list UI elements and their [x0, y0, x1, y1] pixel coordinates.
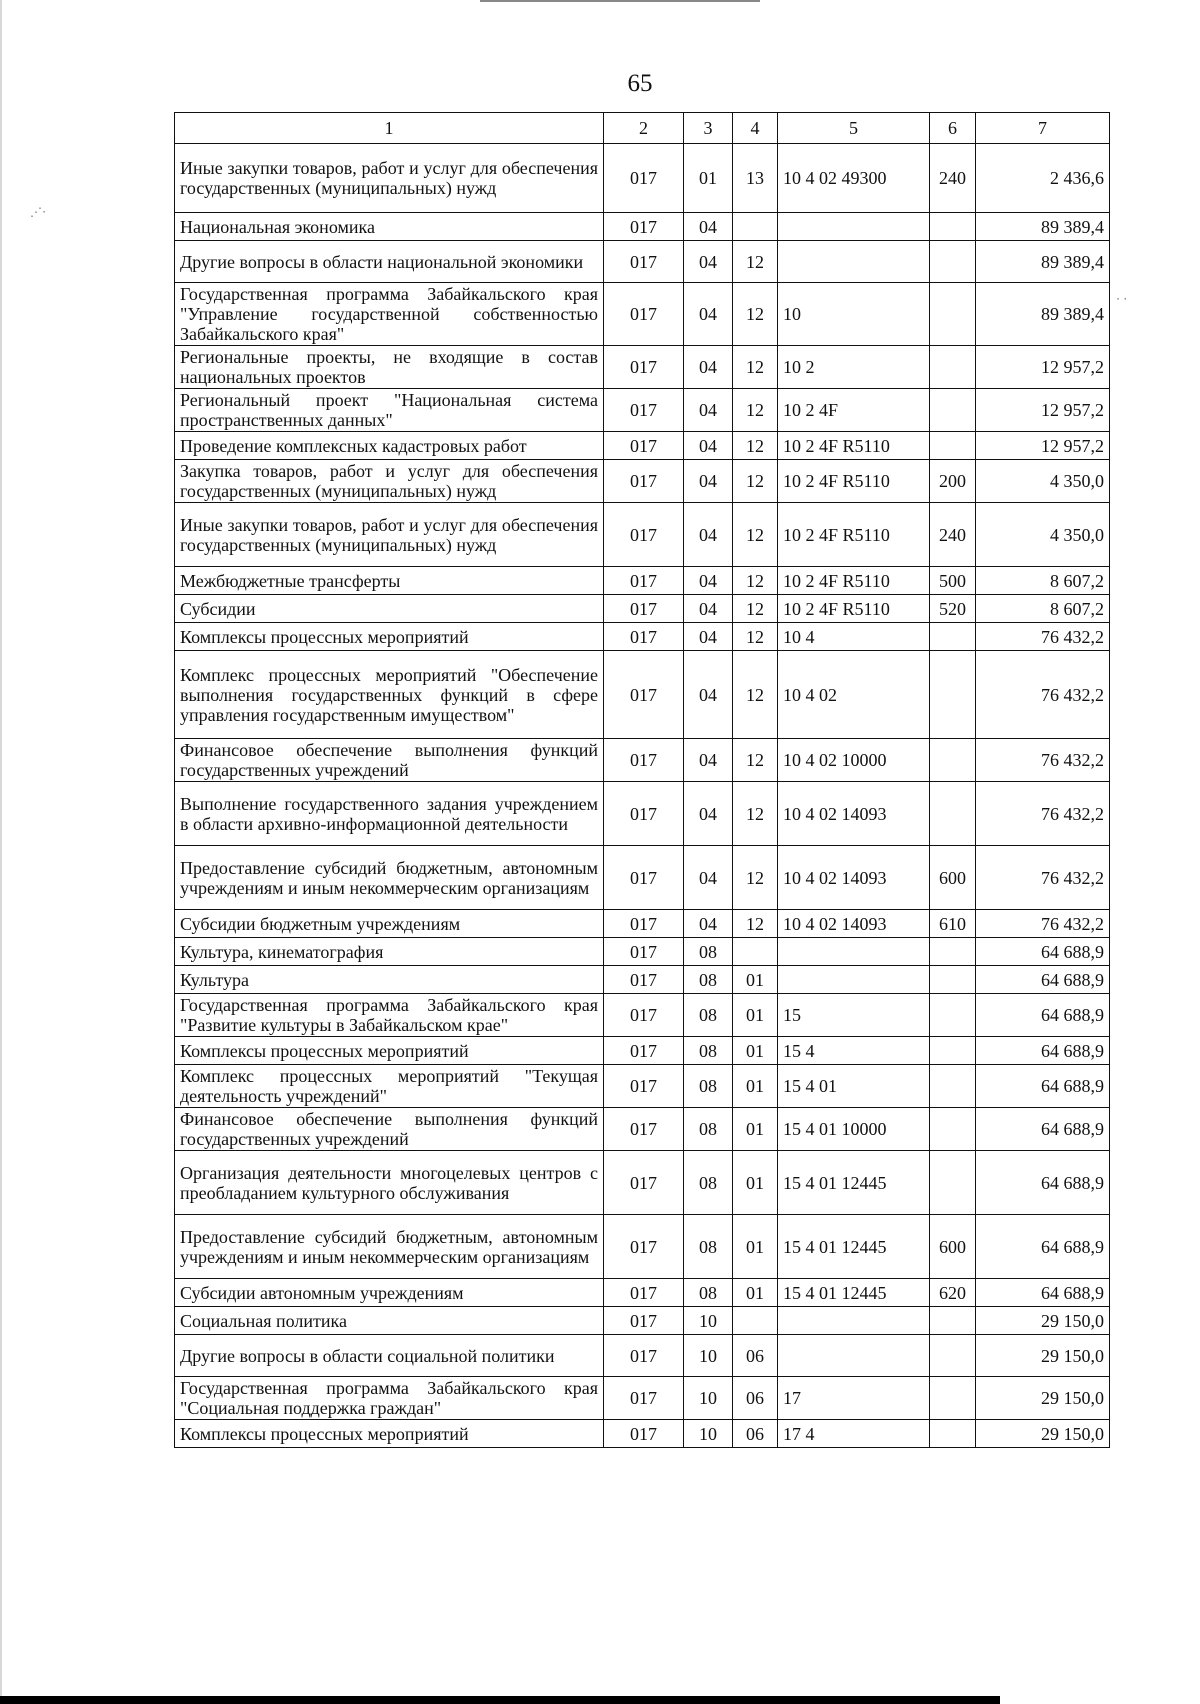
amount-cell: 4 350,0 [976, 503, 1110, 567]
ministry-code-cell: 017 [604, 782, 684, 846]
scan-speck: ⋅ ⋅ [1116, 292, 1128, 306]
item-name-cell: Другие вопросы в области национальной экономики [175, 241, 604, 283]
subsection-code-cell: 01 [733, 1279, 778, 1307]
target-article-code-cell: 15 4 [778, 1037, 930, 1065]
amount-cell: 64 688,9 [976, 966, 1110, 994]
expense-type-code-cell: 240 [930, 503, 976, 567]
table-row [175, 213, 1110, 241]
ministry-code-cell: 017 [604, 1377, 684, 1420]
expense-type-code-cell [930, 283, 976, 346]
section-code-cell: 08 [684, 966, 733, 994]
ministry-code-cell: 017 [604, 283, 684, 346]
expense-type-code-cell: 600 [930, 1215, 976, 1279]
item-name-cell: Комплексы процессных мероприятий [175, 1420, 604, 1448]
subsection-code-cell: 12 [733, 460, 778, 503]
expense-type-code-cell [930, 389, 976, 432]
subsection-code-cell: 12 [733, 241, 778, 283]
ministry-code-cell: 017 [604, 1420, 684, 1448]
table-row [175, 938, 1110, 966]
item-name-cell: Комплекс процессных мероприятий "Обеспечение выполнения государственных функций в сфере управления государственным имуществом" [175, 651, 604, 739]
column-header: 5 [778, 113, 930, 144]
item-name-cell: Финансовое обеспечение выполнения функций государственных учреждений [175, 739, 604, 782]
table-row [175, 1279, 1110, 1307]
target-article-code-cell: 10 4 02 14093 [778, 782, 930, 846]
target-article-code-cell: 15 4 01 [778, 1065, 930, 1108]
subsection-code-cell [733, 1307, 778, 1335]
subsection-code-cell: 12 [733, 283, 778, 346]
amount-cell: 64 688,9 [976, 1065, 1110, 1108]
target-article-code-cell [778, 1335, 930, 1377]
amount-cell: 64 688,9 [976, 1108, 1110, 1151]
item-name-cell: Выполнение государственного задания учреждением в области архивно-информационной деятельности [175, 782, 604, 846]
section-code-cell: 04 [684, 910, 733, 938]
target-article-code-cell: 10 [778, 283, 930, 346]
ministry-code-cell: 017 [604, 938, 684, 966]
target-article-code-cell: 17 [778, 1377, 930, 1420]
section-code-cell: 04 [684, 283, 733, 346]
table-row [175, 460, 1110, 503]
target-article-code-cell: 15 [778, 994, 930, 1037]
target-article-code-cell: 10 2 4F R5110 [778, 595, 930, 623]
expense-type-code-cell [930, 346, 976, 389]
subsection-code-cell: 01 [733, 1037, 778, 1065]
target-article-code-cell: 10 2 4F R5110 [778, 460, 930, 503]
section-code-cell: 10 [684, 1420, 733, 1448]
table-row [175, 283, 1110, 346]
target-article-code-cell: 15 4 01 12445 [778, 1279, 930, 1307]
table-row [175, 651, 1110, 739]
item-name-cell: Государственная программа Забайкальского края "Управление государственной собственностью Забайкальского края" [175, 283, 604, 346]
subsection-code-cell: 12 [733, 651, 778, 739]
subsection-code-cell: 12 [733, 432, 778, 460]
ministry-code-cell: 017 [604, 460, 684, 503]
table-row [175, 241, 1110, 283]
expense-type-code-cell: 520 [930, 595, 976, 623]
expense-type-code-cell [930, 651, 976, 739]
ministry-code-cell: 017 [604, 346, 684, 389]
subsection-code-cell: 06 [733, 1335, 778, 1377]
table-row [175, 595, 1110, 623]
section-code-cell: 04 [684, 432, 733, 460]
amount-cell: 8 607,2 [976, 595, 1110, 623]
amount-cell: 76 432,2 [976, 623, 1110, 651]
expense-type-code-cell [930, 1037, 976, 1065]
item-name-cell: Региональные проекты, не входящие в состав национальных проектов [175, 346, 604, 389]
item-name-cell: Иные закупки товаров, работ и услуг для обеспечения государственных (муниципальных) нужд [175, 503, 604, 567]
item-name-cell: Комплексы процессных мероприятий [175, 623, 604, 651]
item-name-cell: Другие вопросы в области социальной политики [175, 1335, 604, 1377]
section-code-cell: 10 [684, 1307, 733, 1335]
item-name-cell: Государственная программа Забайкальского края "Развитие культуры в Забайкальском крае" [175, 994, 604, 1037]
expense-type-code-cell [930, 241, 976, 283]
subsection-code-cell: 12 [733, 389, 778, 432]
amount-cell: 12 957,2 [976, 389, 1110, 432]
target-article-code-cell: 15 4 01 10000 [778, 1108, 930, 1151]
section-code-cell: 08 [684, 1215, 733, 1279]
subsection-code-cell: 12 [733, 346, 778, 389]
subsection-code-cell: 12 [733, 503, 778, 567]
ministry-code-cell: 017 [604, 739, 684, 782]
amount-cell: 29 150,0 [976, 1420, 1110, 1448]
amount-cell: 29 150,0 [976, 1335, 1110, 1377]
subsection-code-cell: 13 [733, 144, 778, 213]
target-article-code-cell [778, 213, 930, 241]
scan-bottom-edge [0, 1696, 1000, 1704]
target-article-code-cell: 15 4 01 12445 [778, 1151, 930, 1215]
ministry-code-cell: 017 [604, 1108, 684, 1151]
subsection-code-cell: 01 [733, 1215, 778, 1279]
ministry-code-cell: 017 [604, 651, 684, 739]
target-article-code-cell: 10 2 4F R5110 [778, 432, 930, 460]
section-code-cell: 08 [684, 994, 733, 1037]
amount-cell: 64 688,9 [976, 1151, 1110, 1215]
scan-speck: ⋰⋅ [30, 205, 47, 219]
item-name-cell: Финансовое обеспечение выполнения функций государственных учреждений [175, 1108, 604, 1151]
target-article-code-cell: 10 2 [778, 346, 930, 389]
expense-type-code-cell [930, 432, 976, 460]
page-number: 65 [627, 70, 653, 97]
budget-table [174, 112, 1110, 1448]
item-name-cell: Субсидии автономным учреждениям [175, 1279, 604, 1307]
table-row [175, 966, 1110, 994]
amount-cell: 64 688,9 [976, 1215, 1110, 1279]
target-article-code-cell: 10 4 02 10000 [778, 739, 930, 782]
expense-type-code-cell [930, 1065, 976, 1108]
column-header: 4 [733, 113, 778, 144]
expense-type-code-cell: 610 [930, 910, 976, 938]
item-name-cell: Организация деятельности многоцелевых центров с преобладанием культурного обслуживания [175, 1151, 604, 1215]
subsection-code-cell: 01 [733, 1151, 778, 1215]
ministry-code-cell: 017 [604, 623, 684, 651]
amount-cell: 89 389,4 [976, 283, 1110, 346]
section-code-cell: 10 [684, 1377, 733, 1420]
target-article-code-cell [778, 241, 930, 283]
expense-type-code-cell [930, 966, 976, 994]
item-name-cell: Национальная экономика [175, 213, 604, 241]
section-code-cell: 04 [684, 389, 733, 432]
item-name-cell: Государственная программа Забайкальского края "Социальная поддержка граждан" [175, 1377, 604, 1420]
section-code-cell: 04 [684, 460, 733, 503]
expense-type-code-cell [930, 1108, 976, 1151]
ministry-code-cell: 017 [604, 241, 684, 283]
section-code-cell: 04 [684, 503, 733, 567]
target-article-code-cell: 17 4 [778, 1420, 930, 1448]
table-row [175, 1335, 1110, 1377]
target-article-code-cell: 10 2 4F R5110 [778, 503, 930, 567]
expense-type-code-cell [930, 994, 976, 1037]
expense-type-code-cell [930, 1307, 976, 1335]
section-code-cell: 08 [684, 938, 733, 966]
section-code-cell: 08 [684, 1151, 733, 1215]
expense-type-code-cell [930, 1377, 976, 1420]
column-header: 6 [930, 113, 976, 144]
amount-cell: 2 436,6 [976, 144, 1110, 213]
amount-cell: 64 688,9 [976, 994, 1110, 1037]
subsection-code-cell: 06 [733, 1377, 778, 1420]
amount-cell: 8 607,2 [976, 567, 1110, 595]
table-row [175, 567, 1110, 595]
expense-type-code-cell [930, 938, 976, 966]
subsection-code-cell: 01 [733, 1108, 778, 1151]
ministry-code-cell: 017 [604, 846, 684, 910]
ministry-code-cell: 017 [604, 1065, 684, 1108]
target-article-code-cell: 10 4 02 [778, 651, 930, 739]
subsection-code-cell [733, 213, 778, 241]
table-row [175, 623, 1110, 651]
ministry-code-cell: 017 [604, 213, 684, 241]
item-name-cell: Закупка товаров, работ и услуг для обеспечения государственных (муниципальных) нужд [175, 460, 604, 503]
section-code-cell: 04 [684, 651, 733, 739]
subsection-code-cell: 12 [733, 623, 778, 651]
table-row [175, 1377, 1110, 1420]
ministry-code-cell: 017 [604, 1215, 684, 1279]
scan-left-edge [0, 0, 2, 1704]
subsection-code-cell: 01 [733, 1065, 778, 1108]
item-name-cell: Социальная политика [175, 1307, 604, 1335]
table-row [175, 1037, 1110, 1065]
item-name-cell: Культура, кинематография [175, 938, 604, 966]
column-header: 7 [976, 113, 1110, 144]
table-row [175, 994, 1110, 1037]
section-code-cell: 08 [684, 1037, 733, 1065]
section-code-cell: 04 [684, 346, 733, 389]
subsection-code-cell: 12 [733, 567, 778, 595]
expense-type-code-cell [930, 1420, 976, 1448]
ministry-code-cell: 017 [604, 595, 684, 623]
table-row [175, 346, 1110, 389]
expense-type-code-cell: 500 [930, 567, 976, 595]
amount-cell: 64 688,9 [976, 1037, 1110, 1065]
table-row [175, 782, 1110, 846]
expense-type-code-cell: 240 [930, 144, 976, 213]
section-code-cell: 04 [684, 213, 733, 241]
expense-type-code-cell [930, 782, 976, 846]
ministry-code-cell: 017 [604, 503, 684, 567]
subsection-code-cell [733, 938, 778, 966]
ministry-code-cell: 017 [604, 966, 684, 994]
subsection-code-cell: 12 [733, 846, 778, 910]
table-row [175, 1420, 1110, 1448]
target-article-code-cell [778, 938, 930, 966]
table-row [175, 1065, 1110, 1108]
section-code-cell: 04 [684, 623, 733, 651]
subsection-code-cell: 12 [733, 782, 778, 846]
table-row [175, 1215, 1110, 1279]
amount-cell: 76 432,2 [976, 846, 1110, 910]
table-body [175, 144, 1110, 1448]
section-code-cell: 04 [684, 846, 733, 910]
target-article-code-cell: 10 4 02 14093 [778, 846, 930, 910]
ministry-code-cell: 017 [604, 910, 684, 938]
table-row [175, 739, 1110, 782]
item-name-cell: Межбюджетные трансферты [175, 567, 604, 595]
section-code-cell: 08 [684, 1065, 733, 1108]
target-article-code-cell [778, 966, 930, 994]
expense-type-code-cell [930, 623, 976, 651]
amount-cell: 29 150,0 [976, 1377, 1110, 1420]
amount-cell: 29 150,0 [976, 1307, 1110, 1335]
scan-top-edge [480, 0, 760, 2]
table-row [175, 432, 1110, 460]
subsection-code-cell: 01 [733, 966, 778, 994]
ministry-code-cell: 017 [604, 432, 684, 460]
item-name-cell: Региональный проект "Национальная система пространственных данных" [175, 389, 604, 432]
amount-cell: 76 432,2 [976, 739, 1110, 782]
table-row [175, 846, 1110, 910]
expense-type-code-cell [930, 1151, 976, 1215]
subsection-code-cell: 12 [733, 739, 778, 782]
amount-cell: 12 957,2 [976, 432, 1110, 460]
amount-cell: 76 432,2 [976, 910, 1110, 938]
amount-cell: 89 389,4 [976, 241, 1110, 283]
amount-cell: 76 432,2 [976, 782, 1110, 846]
subsection-code-cell: 06 [733, 1420, 778, 1448]
amount-cell: 4 350,0 [976, 460, 1110, 503]
target-article-code-cell: 10 2 4F R5110 [778, 567, 930, 595]
target-article-code-cell [778, 1307, 930, 1335]
ministry-code-cell: 017 [604, 1335, 684, 1377]
table-row [175, 1108, 1110, 1151]
item-name-cell: Предоставление субсидий бюджетным, автономным учреждениям и иным некоммерческим организациям [175, 1215, 604, 1279]
target-article-code-cell: 10 4 [778, 623, 930, 651]
table-row [175, 144, 1110, 213]
table-row [175, 1151, 1110, 1215]
ministry-code-cell: 017 [604, 567, 684, 595]
column-header: 2 [604, 113, 684, 144]
amount-cell: 64 688,9 [976, 1279, 1110, 1307]
expense-type-code-cell [930, 1335, 976, 1377]
item-name-cell: Иные закупки товаров, работ и услуг для обеспечения государственных (муниципальных) нужд [175, 144, 604, 213]
section-code-cell: 08 [684, 1108, 733, 1151]
column-header: 3 [684, 113, 733, 144]
section-code-cell: 10 [684, 1335, 733, 1377]
target-article-code-cell: 10 4 02 14093 [778, 910, 930, 938]
section-code-cell: 04 [684, 782, 733, 846]
item-name-cell: Субсидии [175, 595, 604, 623]
table-row [175, 389, 1110, 432]
expense-type-code-cell: 200 [930, 460, 976, 503]
target-article-code-cell: 10 2 4F [778, 389, 930, 432]
item-name-cell: Предоставление субсидий бюджетным, автономным учреждениям и иным некоммерческим организациям [175, 846, 604, 910]
ministry-code-cell: 017 [604, 1279, 684, 1307]
item-name-cell: Комплексы процессных мероприятий [175, 1037, 604, 1065]
item-name-cell: Комплекс процессных мероприятий "Текущая деятельность учреждений" [175, 1065, 604, 1108]
amount-cell: 89 389,4 [976, 213, 1110, 241]
ministry-code-cell: 017 [604, 1037, 684, 1065]
target-article-code-cell: 10 4 02 49300 [778, 144, 930, 213]
expense-type-code-cell [930, 739, 976, 782]
item-name-cell: Проведение комплексных кадастровых работ [175, 432, 604, 460]
amount-cell: 12 957,2 [976, 346, 1110, 389]
section-code-cell: 08 [684, 1279, 733, 1307]
section-code-cell: 04 [684, 739, 733, 782]
ministry-code-cell: 017 [604, 1307, 684, 1335]
subsection-code-cell: 01 [733, 994, 778, 1037]
expense-type-code-cell [930, 213, 976, 241]
section-code-cell: 04 [684, 241, 733, 283]
section-code-cell: 04 [684, 595, 733, 623]
section-code-cell: 01 [684, 144, 733, 213]
item-name-cell: Культура [175, 966, 604, 994]
amount-cell: 76 432,2 [976, 651, 1110, 739]
ministry-code-cell: 017 [604, 144, 684, 213]
item-name-cell: Субсидии бюджетным учреждениям [175, 910, 604, 938]
table-header-row [175, 113, 1110, 144]
subsection-code-cell: 12 [733, 910, 778, 938]
ministry-code-cell: 017 [604, 389, 684, 432]
target-article-code-cell: 15 4 01 12445 [778, 1215, 930, 1279]
ministry-code-cell: 017 [604, 1151, 684, 1215]
expense-type-code-cell: 600 [930, 846, 976, 910]
amount-cell: 64 688,9 [976, 938, 1110, 966]
table-row [175, 910, 1110, 938]
table-row [175, 1307, 1110, 1335]
expense-type-code-cell: 620 [930, 1279, 976, 1307]
ministry-code-cell: 017 [604, 994, 684, 1037]
subsection-code-cell: 12 [733, 595, 778, 623]
column-header: 1 [175, 113, 604, 144]
table-row [175, 503, 1110, 567]
section-code-cell: 04 [684, 567, 733, 595]
